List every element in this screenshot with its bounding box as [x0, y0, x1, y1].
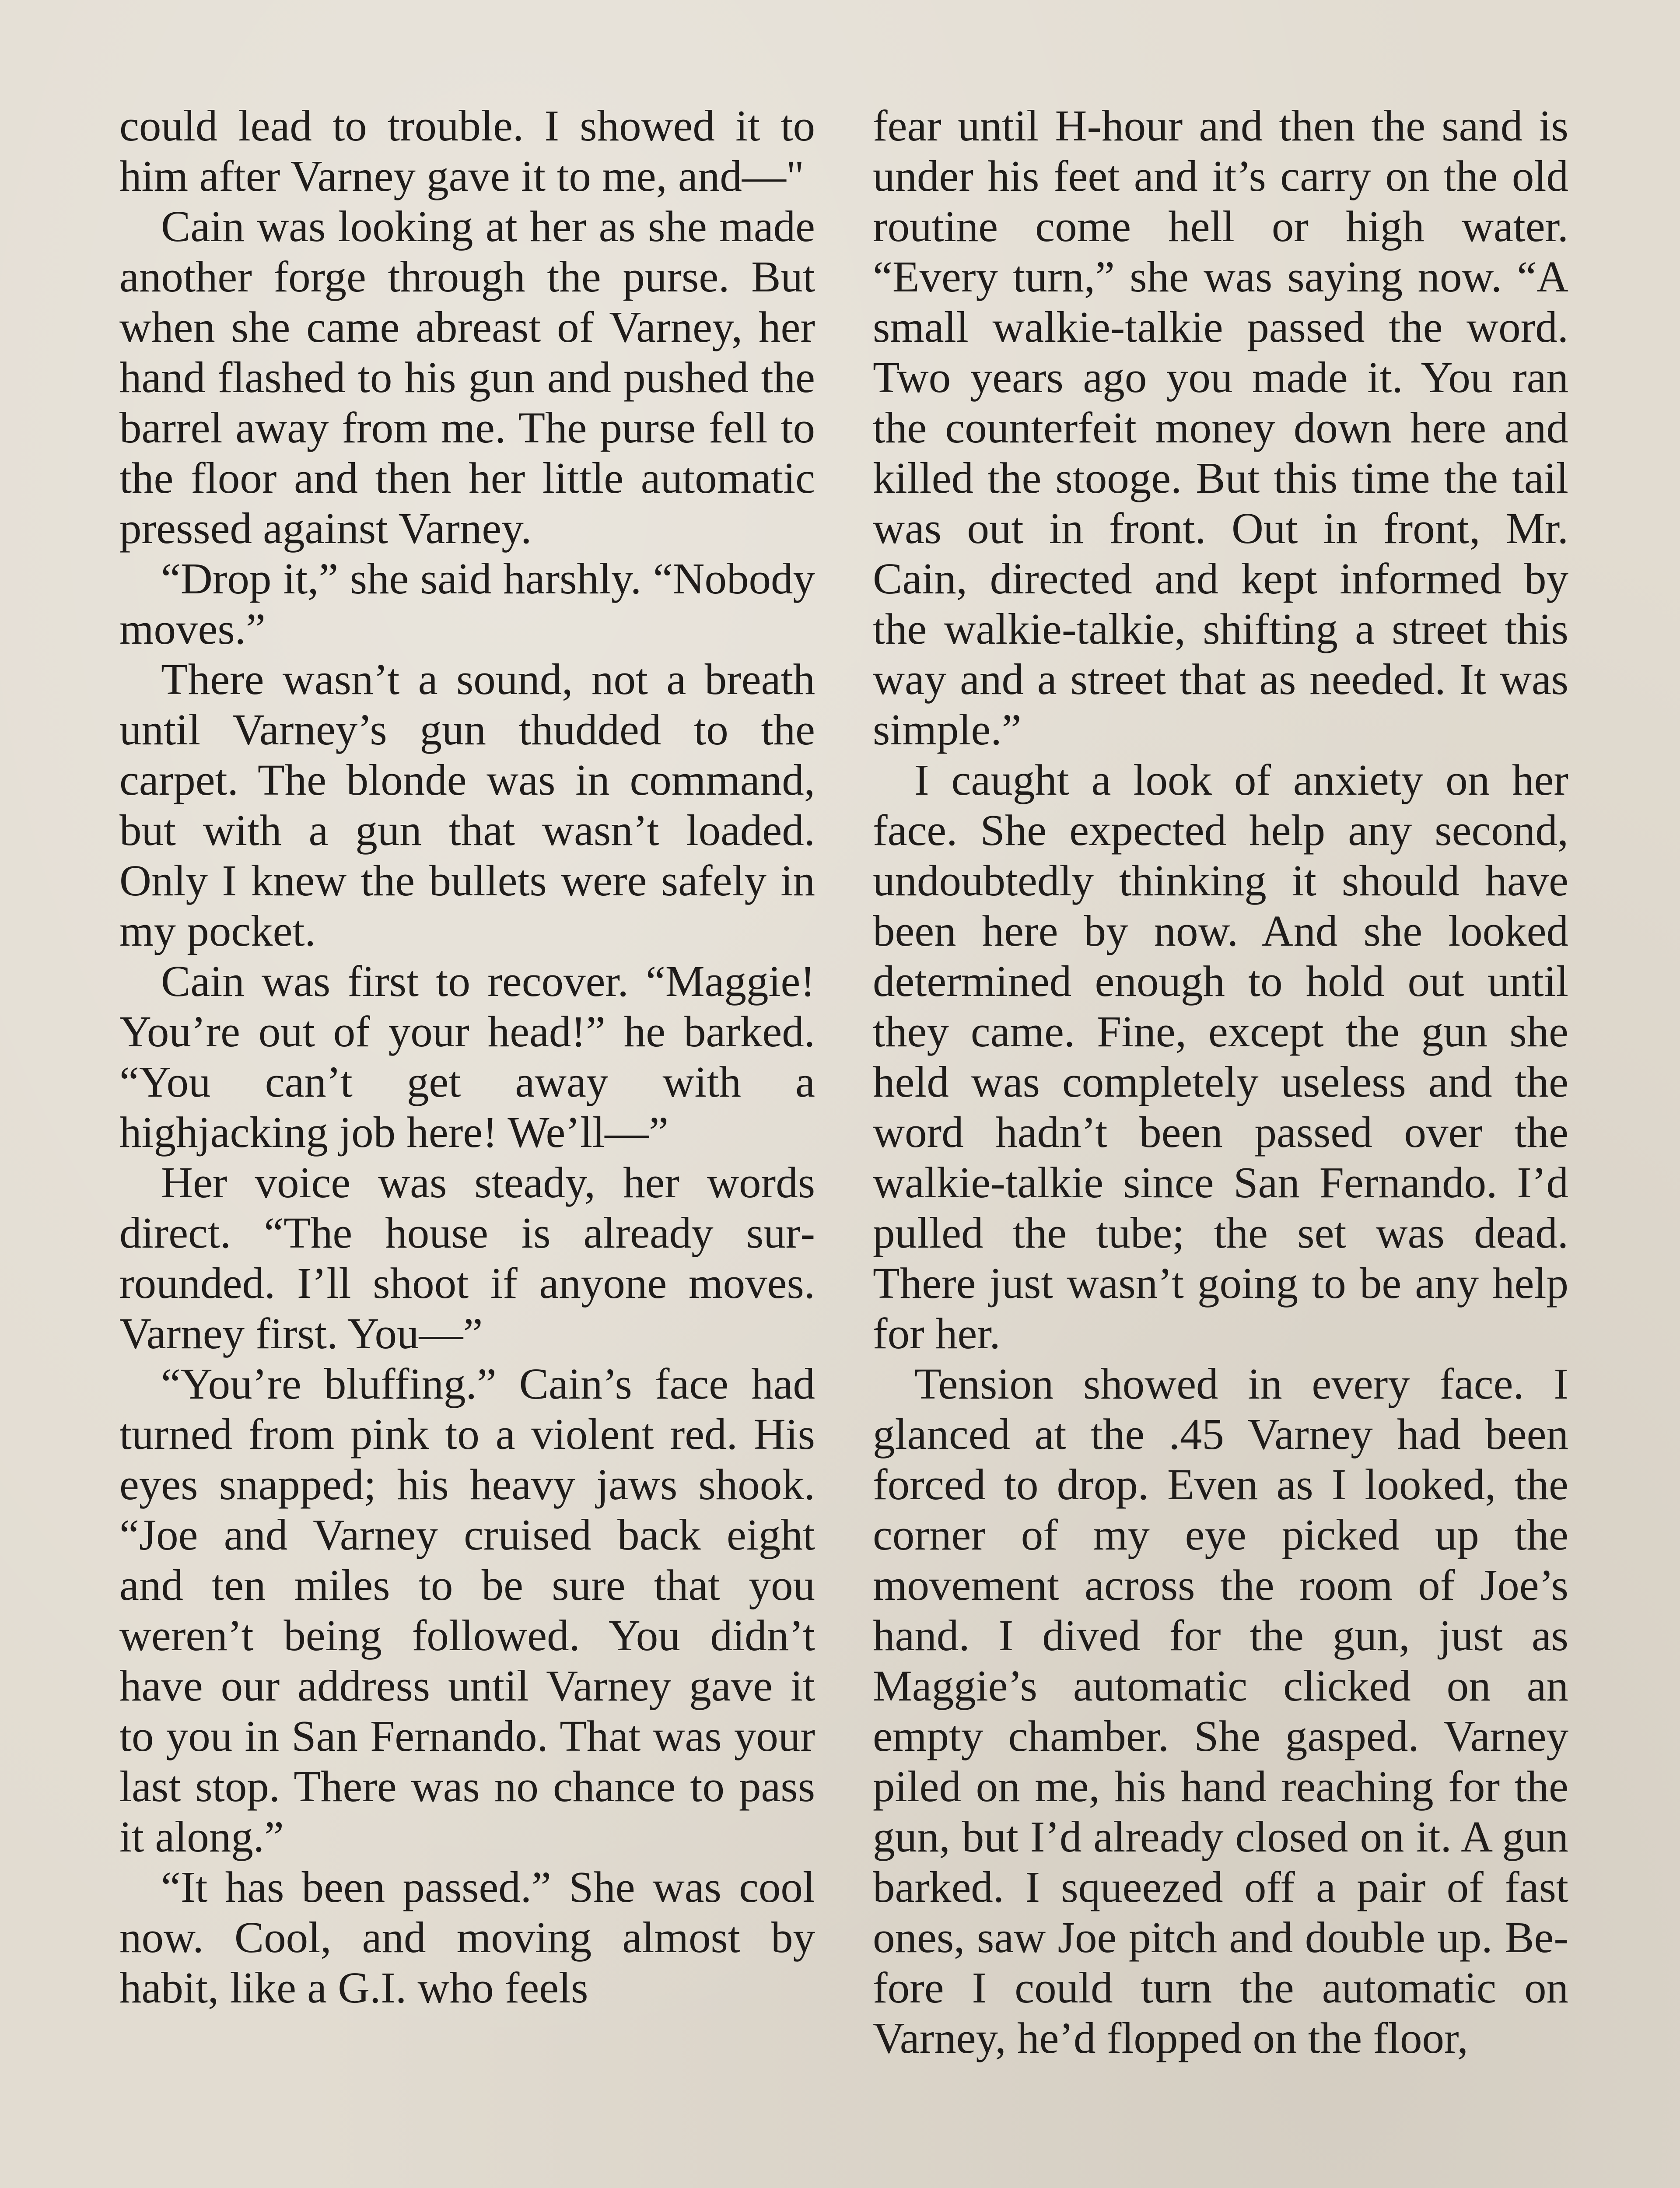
paragraph: Her voice was steady, her words direct. “The house is already surrounded. I’ll shoot if anyone moves. Varney first. You—”: [119, 1158, 815, 1358]
paragraph: could lead to trouble. I showed it to him after Varney gave it to me, and—": [119, 101, 815, 200]
text-column-left: [119, 101, 815, 2013]
text-column-right: [873, 101, 1568, 2063]
paragraph: “You’re bluffing.” Cain’s face had turned from pink to a violent red. His eyes snapped; his heavy jaws shook. “Joe and Varney cruised back eight and ten miles to be sure that you weren’t being followed. You didn’t have our address until Varney gave it to you in San Fernando. That was your last stop. There was no chance to pass it along.”: [119, 1359, 815, 1861]
paragraph: I caught a look of anxiety on her face. She expected help any second, undoubtedly thinking it should have been here by now. And she looked determined enough to hold out until they came. Fine, except the gun she held was completely useless and the word hadn’t been passed over the walkie-talkie since San Fernando. I’d pulled the tube; the set was dead. There just wasn’t going to be any help for her.: [873, 755, 1568, 1358]
paragraph: “Drop it,” she said harshly. “Nobody moves.”: [119, 554, 815, 653]
paragraph: “It has been passed.” She was cool now. Cool, and moving almost by habit, like a G.I. who feels: [119, 1862, 815, 2012]
paragraph: Cain was looking at her as she made another forge through the purse. But when she came abreast of Varney, her hand flashed to his gun and pushed the barrel away from me. The purse fell to the floor and then her little automatic pressed against Varney.: [119, 202, 815, 553]
paragraph: Cain was first to recover. “Maggie! You’re out of your head!” he barked. “You can’t get away with a highjacking job here! We’ll—”: [119, 957, 815, 1157]
paragraph: fear until H-hour and then the sand is under his feet and it’s carry on the old routine come hell or high water. “Every turn,” she was saying now. “A small walkie-talkie passed the word. Two years ago you made it. You ran the counterfeit money down here and killed the stooge. But this time the tail was out in front. Out in front, Mr. Cain, directed and kept informed by the walkie-talkie, shifting a street this way and a street that as needed. It was simple.”: [873, 101, 1568, 754]
paragraph: Tension showed in every face. I glanced at the .45 Varney had been forced to drop. Even as I looked, the corner of my eye picked up the movement across the room of Joe’s hand. I dived for the gun, just as Maggie’s automatic clicked on an empty chamber. She gasped. Varney piled on me, his hand reaching for the gun, but I’d already closed on it. A gun barked. I squeezed off a pair of fast ones, saw Joe pitch and double up. Before I could turn the automatic on Varney, he’d flopped on the floor,: [873, 1359, 1568, 2062]
paragraph: There wasn’t a sound, not a breath until Varney’s gun thudded to the carpet. The blonde was in command, but with a gun that wasn’t loaded. Only I knew the bullets were safely in my pocket.: [119, 655, 815, 955]
